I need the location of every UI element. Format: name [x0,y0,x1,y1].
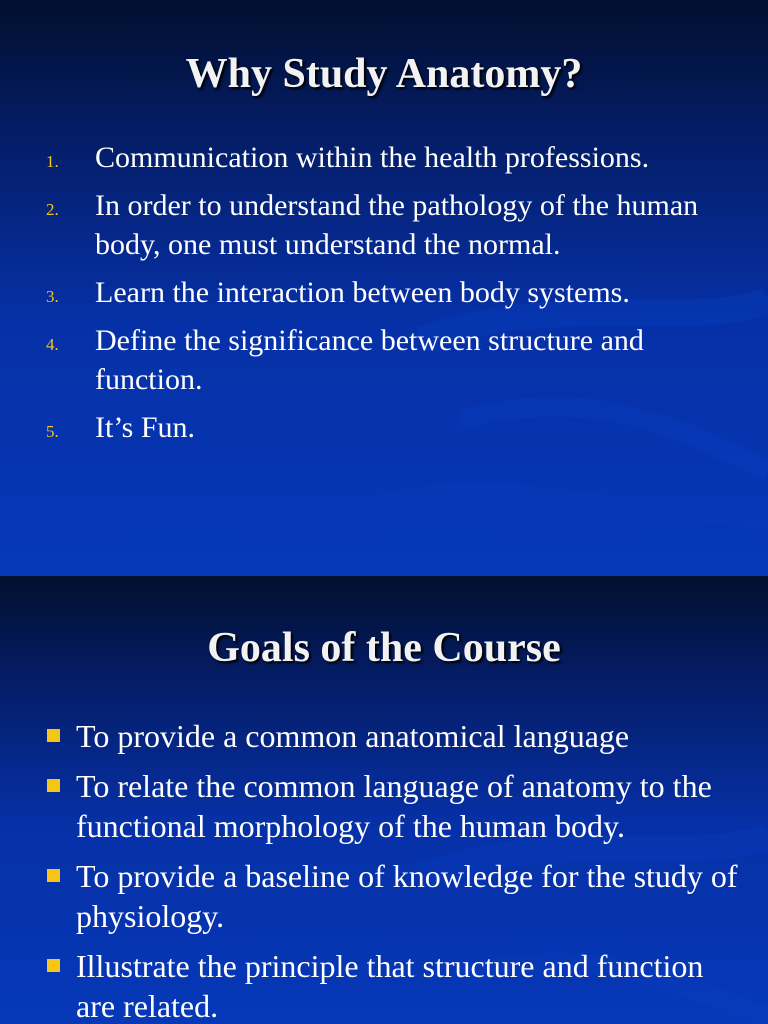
list-item [0,408,768,447]
list-item-text: To provide a common anatomical language [76,718,630,754]
reasons-list [0,138,768,456]
list-item [0,716,768,756]
goals-list [0,716,768,1024]
list-item [0,186,768,264]
list-item-text: To provide a baseline of knowledge for the study of physiology. [76,858,738,934]
list-item [0,273,768,312]
slide-goals-of-the-course [0,576,768,1024]
square-bullet-icon [47,729,60,742]
square-bullet-icon [47,869,60,882]
list-item-text: It’s Fun. [95,411,196,444]
square-bullet-icon [47,959,60,972]
list-item [0,321,768,399]
list-item-text: Illustrate the principle that structure and function are related. [76,948,704,1024]
list-number: 2. [46,200,59,219]
list-item [0,138,768,177]
list-number: 3. [46,287,59,306]
list-item-text: In order to understand the pathology of the human body, one must understand the normal. [95,189,699,261]
square-bullet-icon [47,779,60,792]
list-item [0,766,768,846]
slide-title: Why Study Anatomy? [185,51,583,97]
list-item-text: Learn the interaction between body systems. [95,276,630,309]
slide-title: Goals of the Course [207,625,561,671]
list-number: 4. [46,335,59,354]
list-number: 5. [46,422,59,441]
list-item [0,856,768,936]
list-number: 1. [46,152,59,171]
list-item-text: Communication within the health professions. [95,141,650,174]
list-item-text: To relate the common language of anatomy to the functional morphology of the human body. [76,768,712,844]
list-item-text: Define the significance between structure and function. [95,324,644,396]
list-item [0,946,768,1024]
